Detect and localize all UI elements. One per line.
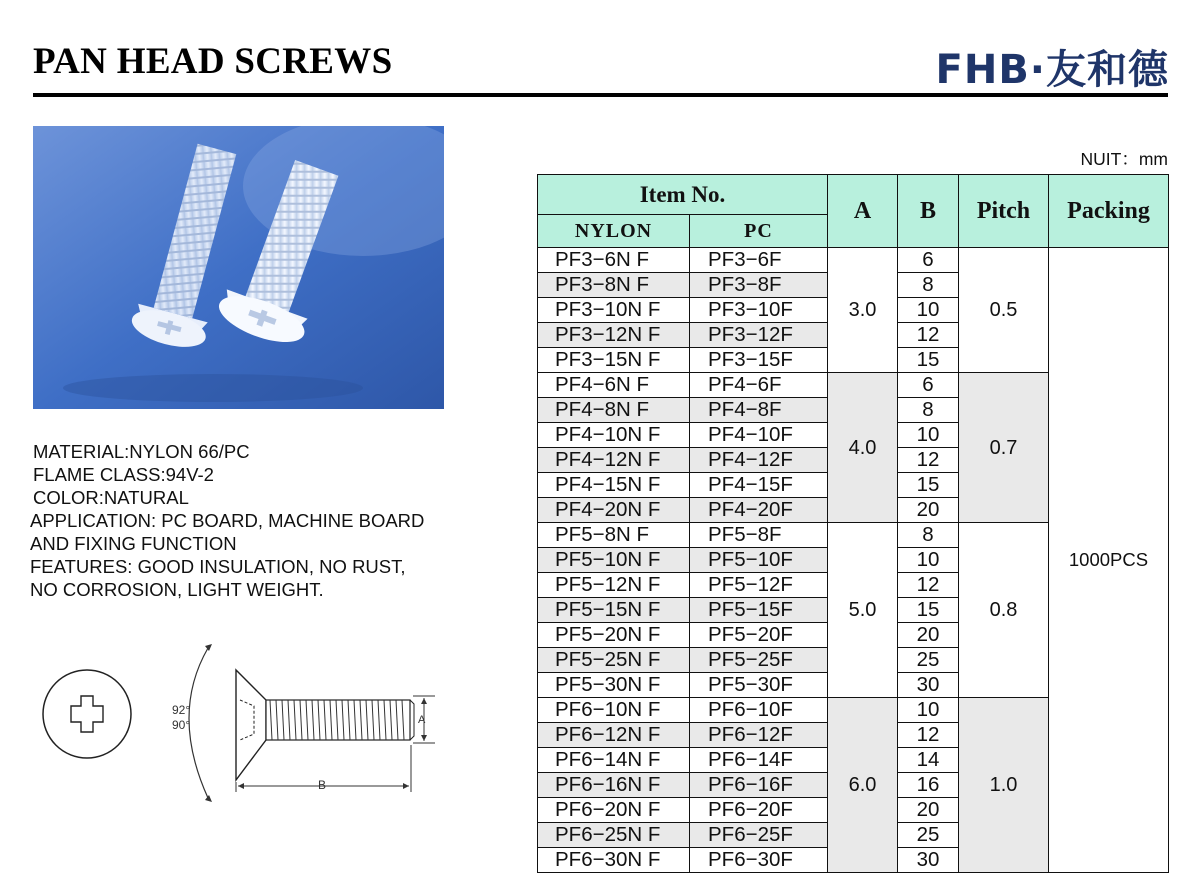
cell-b-value: 10 bbox=[898, 698, 959, 723]
cell-nylon-item: PF5−12N F bbox=[538, 573, 690, 598]
cell-pc-item: PF5−15F bbox=[690, 598, 828, 623]
cell-b-value: 10 bbox=[898, 298, 959, 323]
cell-pc-item: PF3−12F bbox=[690, 323, 828, 348]
cell-pc-item: PF6−30F bbox=[690, 848, 828, 873]
cell-nylon-item: PF5−8N F bbox=[538, 523, 690, 548]
cell-b-value: 15 bbox=[898, 348, 959, 373]
cell-nylon-item: PF5−20N F bbox=[538, 623, 690, 648]
cell-nylon-item: PF4−12N F bbox=[538, 448, 690, 473]
cell-pc-item: PF4−15F bbox=[690, 473, 828, 498]
angle-label-top: 92° bbox=[172, 703, 191, 717]
cell-nylon-item: PF3−8N F bbox=[538, 273, 690, 298]
cell-pc-item: PF4−6F bbox=[690, 373, 828, 398]
cell-b-value: 12 bbox=[898, 323, 959, 348]
cell-b-value: 8 bbox=[898, 273, 959, 298]
cell-pc-item: PF5−30F bbox=[690, 673, 828, 698]
cell-nylon-item: PF6−16N F bbox=[538, 773, 690, 798]
header-item-no: Item No. bbox=[538, 175, 828, 215]
cell-pc-item: PF6−16F bbox=[690, 773, 828, 798]
header-nylon: NYLON bbox=[538, 215, 690, 248]
cell-nylon-item: PF5−30N F bbox=[538, 673, 690, 698]
cell-nylon-item: PF3−12N F bbox=[538, 323, 690, 348]
cell-a-value: 3.0 bbox=[828, 248, 898, 373]
cell-pc-item: PF3−15F bbox=[690, 348, 828, 373]
cell-pc-item: PF5−12F bbox=[690, 573, 828, 598]
cell-pc-item: PF4−12F bbox=[690, 448, 828, 473]
spec-color: COLOR:NATURAL bbox=[33, 487, 189, 508]
cell-b-value: 14 bbox=[898, 748, 959, 773]
specification-table bbox=[537, 174, 1169, 873]
dimension-a-label: A bbox=[418, 714, 426, 726]
cell-nylon-item: PF4−8N F bbox=[538, 398, 690, 423]
cell-nylon-item: PF4−20N F bbox=[538, 498, 690, 523]
spec-description bbox=[30, 440, 483, 601]
cell-b-value: 15 bbox=[898, 598, 959, 623]
cell-nylon-item: PF4−15N F bbox=[538, 473, 690, 498]
cell-pitch-value: 0.8 bbox=[959, 523, 1049, 698]
screw-diagram bbox=[30, 630, 450, 805]
title-divider bbox=[33, 93, 1168, 97]
cell-a-value: 5.0 bbox=[828, 523, 898, 698]
cell-pitch-value: 0.7 bbox=[959, 373, 1049, 523]
spec-material: MATERIAL:NYLON 66/PC bbox=[33, 441, 250, 462]
cell-nylon-item: PF5−15N F bbox=[538, 598, 690, 623]
cell-b-value: 12 bbox=[898, 448, 959, 473]
spec-application-cont: AND FIXING FUNCTION bbox=[30, 533, 237, 554]
cell-pc-item: PF4−20F bbox=[690, 498, 828, 523]
cell-b-value: 20 bbox=[898, 798, 959, 823]
cell-pc-item: PF5−25F bbox=[690, 648, 828, 673]
cell-b-value: 30 bbox=[898, 848, 959, 873]
cell-pitch-value: 1.0 bbox=[959, 698, 1049, 873]
cell-nylon-item: PF6−30N F bbox=[538, 848, 690, 873]
header-b: B bbox=[898, 175, 959, 248]
cell-pc-item: PF6−12F bbox=[690, 723, 828, 748]
cell-a-value: 4.0 bbox=[828, 373, 898, 523]
cell-nylon-item: PF6−14N F bbox=[538, 748, 690, 773]
cell-b-value: 25 bbox=[898, 823, 959, 848]
cell-pc-item: PF5−20F bbox=[690, 623, 828, 648]
cell-nylon-item: PF3−6N F bbox=[538, 248, 690, 273]
cell-nylon-item: PF6−12N F bbox=[538, 723, 690, 748]
cell-b-value: 8 bbox=[898, 523, 959, 548]
cell-b-value: 12 bbox=[898, 573, 959, 598]
cell-pc-item: PF6−25F bbox=[690, 823, 828, 848]
cell-nylon-item: PF3−15N F bbox=[538, 348, 690, 373]
cell-a-value: 6.0 bbox=[828, 698, 898, 873]
product-photo bbox=[33, 126, 444, 409]
cell-b-value: 15 bbox=[898, 473, 959, 498]
cell-pc-item: PF3−6F bbox=[690, 248, 828, 273]
cell-pc-item: PF5−8F bbox=[690, 523, 828, 548]
cell-nylon-item: PF5−10N F bbox=[538, 548, 690, 573]
cell-nylon-item: PF5−25N F bbox=[538, 648, 690, 673]
cell-nylon-item: PF6−25N F bbox=[538, 823, 690, 848]
cell-pc-item: PF6−10F bbox=[690, 698, 828, 723]
header-packing: Packing bbox=[1049, 175, 1169, 248]
spec-features-cont: NO CORROSION, LIGHT WEIGHT. bbox=[30, 579, 324, 600]
cell-pc-item: PF6−20F bbox=[690, 798, 828, 823]
cell-packing-value: 1000PCS bbox=[1049, 248, 1169, 873]
cell-pc-item: PF3−8F bbox=[690, 273, 828, 298]
table-row bbox=[538, 248, 1169, 273]
angle-label-bottom: 90° bbox=[172, 718, 191, 732]
cell-b-value: 20 bbox=[898, 623, 959, 648]
cell-pitch-value: 0.5 bbox=[959, 248, 1049, 373]
unit-label: NUIT：mm bbox=[1080, 149, 1168, 169]
header-pitch: Pitch bbox=[959, 175, 1049, 248]
cell-b-value: 6 bbox=[898, 373, 959, 398]
cell-nylon-item: PF6−20N F bbox=[538, 798, 690, 823]
cell-pc-item: PF3−10F bbox=[690, 298, 828, 323]
cell-b-value: 25 bbox=[898, 648, 959, 673]
spec-flame-class: FLAME CLASS:94V-2 bbox=[33, 464, 214, 485]
cell-b-value: 10 bbox=[898, 548, 959, 573]
cell-b-value: 8 bbox=[898, 398, 959, 423]
cell-pc-item: PF4−8F bbox=[690, 398, 828, 423]
cell-b-value: 12 bbox=[898, 723, 959, 748]
brand-logo: FHB·友和德 bbox=[935, 47, 1169, 93]
cell-nylon-item: PF6−10N F bbox=[538, 698, 690, 723]
cell-nylon-item: PF3−10N F bbox=[538, 298, 690, 323]
cell-b-value: 6 bbox=[898, 248, 959, 273]
spec-features: FEATURES: GOOD INSULATION, NO RUST, bbox=[30, 556, 406, 577]
cell-nylon-item: PF4−10N F bbox=[538, 423, 690, 448]
cell-b-value: 16 bbox=[898, 773, 959, 798]
screw-head-top-view bbox=[43, 670, 131, 758]
screw-side-view bbox=[189, 644, 435, 802]
cell-nylon-item: PF4−6N F bbox=[538, 373, 690, 398]
cell-pc-item: PF4−10F bbox=[690, 423, 828, 448]
header-pc: PC bbox=[690, 215, 828, 248]
dimension-b-label: B bbox=[318, 778, 327, 792]
cell-b-value: 10 bbox=[898, 423, 959, 448]
cell-pc-item: PF6−14F bbox=[690, 748, 828, 773]
page-title: PAN HEAD SCREWS bbox=[33, 41, 393, 82]
header-a: A bbox=[828, 175, 898, 248]
cell-b-value: 20 bbox=[898, 498, 959, 523]
cell-b-value: 30 bbox=[898, 673, 959, 698]
spec-application: APPLICATION: PC BOARD, MACHINE BOARD bbox=[30, 510, 425, 531]
cell-pc-item: PF5−10F bbox=[690, 548, 828, 573]
